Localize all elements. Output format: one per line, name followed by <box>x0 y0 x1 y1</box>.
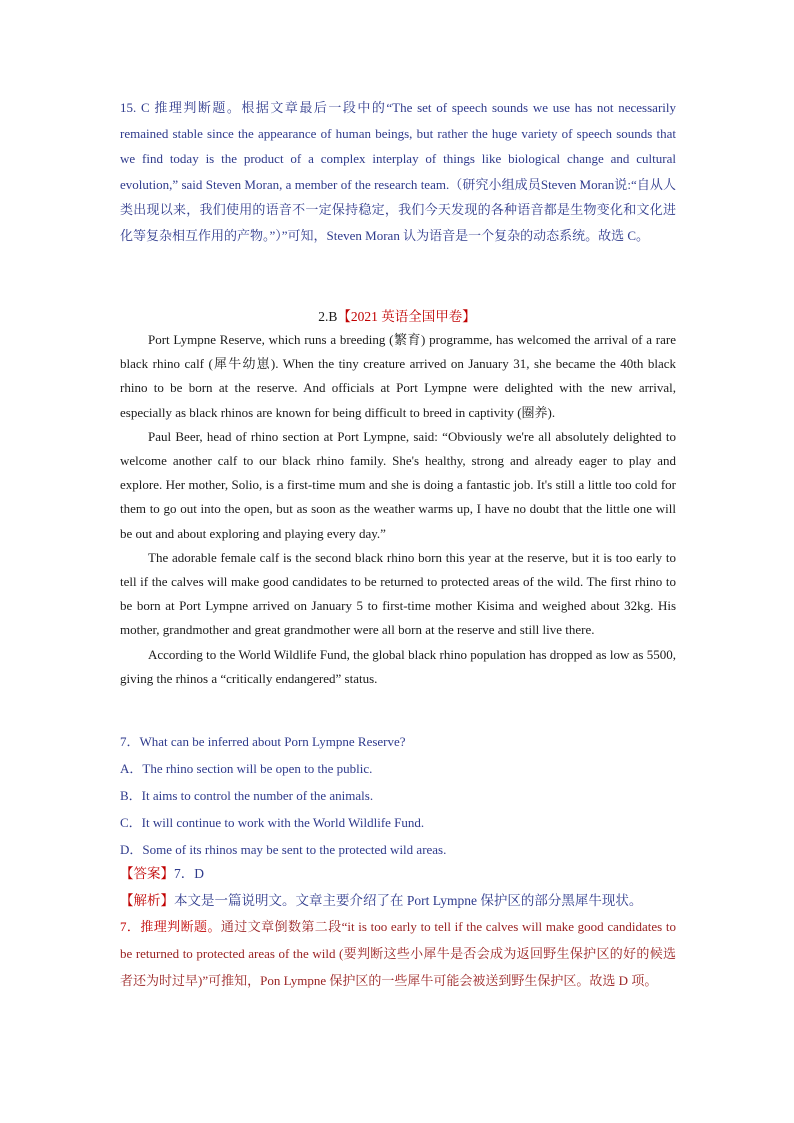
section-heading <box>0 305 794 325</box>
section-source: 【2021 英语全国甲卷】 <box>337 309 476 324</box>
option-b: B．It aims to control the number of the animals. <box>120 788 374 803</box>
option-d: D．Some of its rhinos may be sent to the protected wild areas. <box>120 842 447 857</box>
passage-paragraph-4: According to the World Wildlife Fund, the global black rhino population has dropped as low as 5500, giving the rhinos a “critically endangered” status. <box>120 646 676 686</box>
answer-line <box>120 860 676 887</box>
analysis-line <box>120 887 676 914</box>
explanation-q7 <box>120 913 676 994</box>
explanation-q15 <box>120 95 676 248</box>
explanation-q7-text: 通过文章倒数第二段“it is too early to tell if the calves will make good candidates to be returned to protected areas of the wild (要判断这些小犀牛是否会成为返回野生保护区的好的候选者还为时过早)”可推知，Pon Lympne 保护区的一些犀牛可能会被送到野生保护区。故选 D 项。 <box>120 919 676 988</box>
analysis-label: 【解析】 <box>120 893 174 908</box>
explanation-q7-lead: 7．推理判断题。 <box>120 919 221 934</box>
answer-value: 7．D <box>174 866 204 881</box>
option-a: A．The rhino section will be open to the public. <box>120 761 373 776</box>
option-c: C．It will continue to work with the World Wildlife Fund. <box>120 815 425 830</box>
passage-paragraph-2: Paul Beer, head of rhino section at Port Lympne, said: “Obviously we're all absolutely delighted to welcome another calf to our black rhino family. She's healthy, strong and already eager to play and explore. Her mother, Solio, is a first-time mum and she is doing a fantastic job. It's still a little too cold for them to go out into the open, but as soon as the weather warms up, I have no doubt that the little one will be out and about exploring and playing every day.” <box>120 428 676 541</box>
answer-label: 【答案】 <box>120 866 174 881</box>
question-7 <box>120 728 676 863</box>
explanation-q15-text: 15. C 推理判断题。根据文章最后一段中的“The set of speech sounds we use has not necessarily remained stable since the appearance of human beings, but rather the huge variety of speech sounds that we find today is the product of a complex interplay of things like biological change and cultural evolution,” said Steven Moran, a member of the research team.（研究小组成员Steven Moran说:“自从人类出现以来，我们使用的语音不一定保持稳定，我们今天发现的各种语音都是生物变化和文化进化等复杂相互作用的产物。”）”可知，Steven Moran 认为语音是一个复杂的动态系统。故选 C。 <box>120 100 676 243</box>
question-stem: 7．What can be inferred about Porn Lympne Reserve? <box>120 734 406 749</box>
passage-paragraph-3: The adorable female calf is the second black rhino born this year at the reserve, but it is too early to tell if the calves will make good candidates to be returned to protected areas of the wild. The first rhino to be born at Port Lympne arrived on January 5 to first-time mother Kisima and weighed about 32kg. His mother, grandmother and great grandmother were all born at the reserve and still live there. <box>120 549 676 638</box>
answer-block <box>120 860 676 914</box>
passage-paragraph-1: Port Lympne Reserve, which runs a breeding (繁育) programme, has welcomed the arrival of a rare black rhino calf (犀牛幼崽). When the tiny creature arrived on January 31, she became the 40th black rhino to be born at the reserve. And officials at Port Lympne were delighted with the new arrival, especially as black rhinos are known for being difficult to breed in captivity (圈养). <box>120 332 676 420</box>
reading-passage <box>120 328 676 691</box>
section-number: 2.B <box>318 309 338 324</box>
analysis-text: 本文是一篇说明文。文章主要介绍了在 Port Lympne 保护区的部分黑犀牛现状。 <box>174 893 643 908</box>
